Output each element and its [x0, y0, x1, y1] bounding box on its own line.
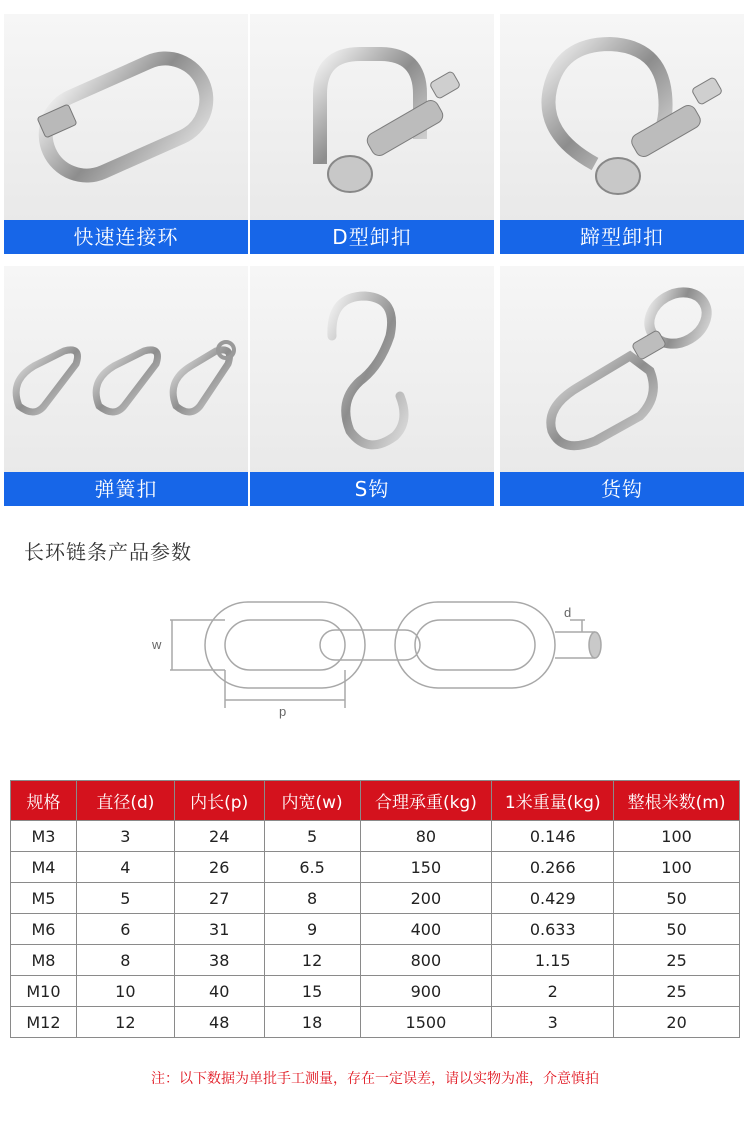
header-cell: 内宽(w) — [264, 781, 360, 821]
diagram-w-label: w — [152, 637, 162, 652]
header-cell: 直径(d) — [76, 781, 174, 821]
table-cell: 10 — [76, 976, 174, 1007]
table-cell: M3 — [11, 821, 77, 852]
table-cell: 3 — [492, 1007, 614, 1038]
product-tile-snap-hook[interactable] — [4, 266, 248, 506]
table-cell: 31 — [174, 914, 264, 945]
table-cell: 400 — [360, 914, 492, 945]
d-shackle-icon — [250, 14, 494, 222]
product-tile-s-hook[interactable] — [250, 266, 494, 506]
disclaimer-note: 注：以下数据为单批手工测量，存在一定误差，请以实物为准，介意慎拍 — [151, 1071, 599, 1087]
table-cell: 2 — [492, 976, 614, 1007]
product-label: 蹄型卸扣 — [500, 220, 744, 254]
table-cell: 0.146 — [492, 821, 614, 852]
snap-hook-icon — [4, 266, 248, 474]
header-cell: 合理承重(kg) — [360, 781, 492, 821]
table-cell: 100 — [614, 821, 740, 852]
table-cell: 50 — [614, 914, 740, 945]
diagram-d-label: d — [564, 605, 572, 620]
product-tile-d-shackle[interactable] — [250, 14, 494, 254]
table-cell: 8 — [264, 883, 360, 914]
table-cell: 100 — [614, 852, 740, 883]
table-cell: 26 — [174, 852, 264, 883]
table-cell: M5 — [11, 883, 77, 914]
product-tile-quick-link[interactable] — [4, 14, 248, 254]
table-cell: 0.633 — [492, 914, 614, 945]
table-cell: 38 — [174, 945, 264, 976]
table-row — [11, 821, 740, 852]
product-tile-bow-shackle[interactable] — [500, 14, 744, 254]
table-cell: 1.15 — [492, 945, 614, 976]
table-row — [11, 914, 740, 945]
table-row — [11, 945, 740, 976]
table-cell: 80 — [360, 821, 492, 852]
header-cell: 整根米数(m) — [614, 781, 740, 821]
table-cell: 40 — [174, 976, 264, 1007]
table-cell: 150 — [360, 852, 492, 883]
table-row — [11, 852, 740, 883]
swivel-hook-icon — [500, 266, 744, 474]
table-cell: 48 — [174, 1007, 264, 1038]
product-label: S钩 — [250, 472, 494, 506]
table-cell: 25 — [614, 976, 740, 1007]
chain-diagram — [140, 590, 610, 720]
table-cell: 5 — [76, 883, 174, 914]
table-cell: 4 — [76, 852, 174, 883]
product-grid — [0, 0, 750, 508]
diagram-p-label: p — [279, 704, 287, 719]
table-cell: 900 — [360, 976, 492, 1007]
params-table — [10, 780, 740, 1038]
table-cell: 8 — [76, 945, 174, 976]
table-cell: 5 — [264, 821, 360, 852]
table-row — [11, 1007, 740, 1038]
table-row — [11, 976, 740, 1007]
table-cell: 1500 — [360, 1007, 492, 1038]
params-table-wrap — [10, 780, 740, 1038]
table-cell: 15 — [264, 976, 360, 1007]
header-cell: 内长(p) — [174, 781, 264, 821]
s-hook-icon — [250, 266, 494, 474]
table-cell: 12 — [76, 1007, 174, 1038]
header-cell: 规格 — [11, 781, 77, 821]
table-cell: M4 — [11, 852, 77, 883]
product-label: 快速连接环 — [4, 220, 248, 254]
product-label: D型卸扣 — [250, 220, 494, 254]
params-title: 长环链条产品参数 — [24, 540, 192, 564]
table-cell: 12 — [264, 945, 360, 976]
table-cell: M12 — [11, 1007, 77, 1038]
table-cell: 50 — [614, 883, 740, 914]
product-label: 弹簧扣 — [4, 472, 248, 506]
table-cell: 0.266 — [492, 852, 614, 883]
quick-link-icon — [4, 14, 248, 222]
table-cell: M8 — [11, 945, 77, 976]
bow-shackle-icon — [500, 14, 744, 222]
table-cell: 200 — [360, 883, 492, 914]
table-cell: M6 — [11, 914, 77, 945]
table-cell: 6 — [76, 914, 174, 945]
table-cell: 25 — [614, 945, 740, 976]
table-cell: 18 — [264, 1007, 360, 1038]
product-tile-swivel-hook[interactable] — [500, 266, 744, 506]
product-label: 货钩 — [500, 472, 744, 506]
table-cell: 27 — [174, 883, 264, 914]
table-cell: 0.429 — [492, 883, 614, 914]
table-cell: 24 — [174, 821, 264, 852]
table-header-row — [11, 781, 740, 821]
table-cell: 6.5 — [264, 852, 360, 883]
table-row — [11, 883, 740, 914]
header-cell: 1米重量(kg) — [492, 781, 614, 821]
table-cell: 9 — [264, 914, 360, 945]
table-cell: 20 — [614, 1007, 740, 1038]
table-cell: M10 — [11, 976, 77, 1007]
table-cell: 3 — [76, 821, 174, 852]
table-cell: 800 — [360, 945, 492, 976]
